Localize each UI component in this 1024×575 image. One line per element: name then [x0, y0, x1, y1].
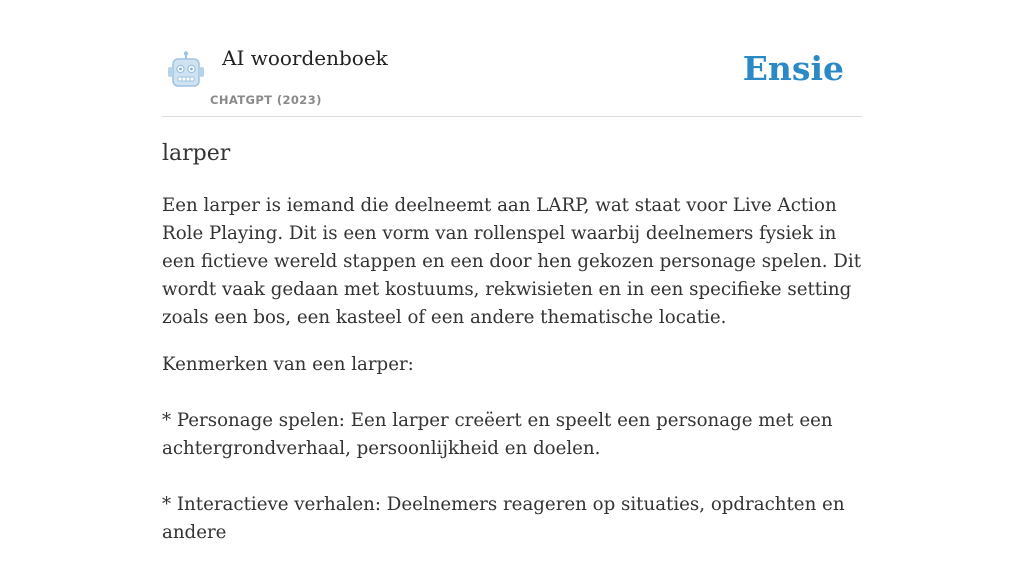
entry-term: larper [162, 141, 231, 166]
definition-paragraph: Een larper is iemand die deelneemt aan LARP, wat staat voor Live Action Role Playing. Dit is een vorm van rollenspel waarbij deelnemers fysiek in een fictieve wereld stappen en een door hen gekozen personage spelen. Dit wordt vaak gedaan met kostuums, rekwisieten en in een specifieke setting zoals een bos, een kasteel of een andere thematische locatie. [162, 195, 862, 328]
dictionary-name[interactable]: AI woordenboek [222, 46, 388, 70]
robot-icon [166, 50, 206, 90]
entry-body [162, 192, 862, 547]
list-item: * Personage spelen: Een larper creëert en speelt een personage met een achtergrondverhaal, persoonlijkheid en doelen. [162, 410, 833, 459]
brand-logo[interactable]: Ensie [742, 49, 844, 88]
list-heading: Kenmerken van een larper: [162, 354, 414, 375]
source-label: CHATGPT (2023) [210, 93, 322, 107]
entry-header [162, 0, 862, 117]
list-item: * Interactieve verhalen: Deelnemers reageren op situaties, opdrachten en andere [162, 494, 845, 543]
entry-content [162, 137, 862, 575]
